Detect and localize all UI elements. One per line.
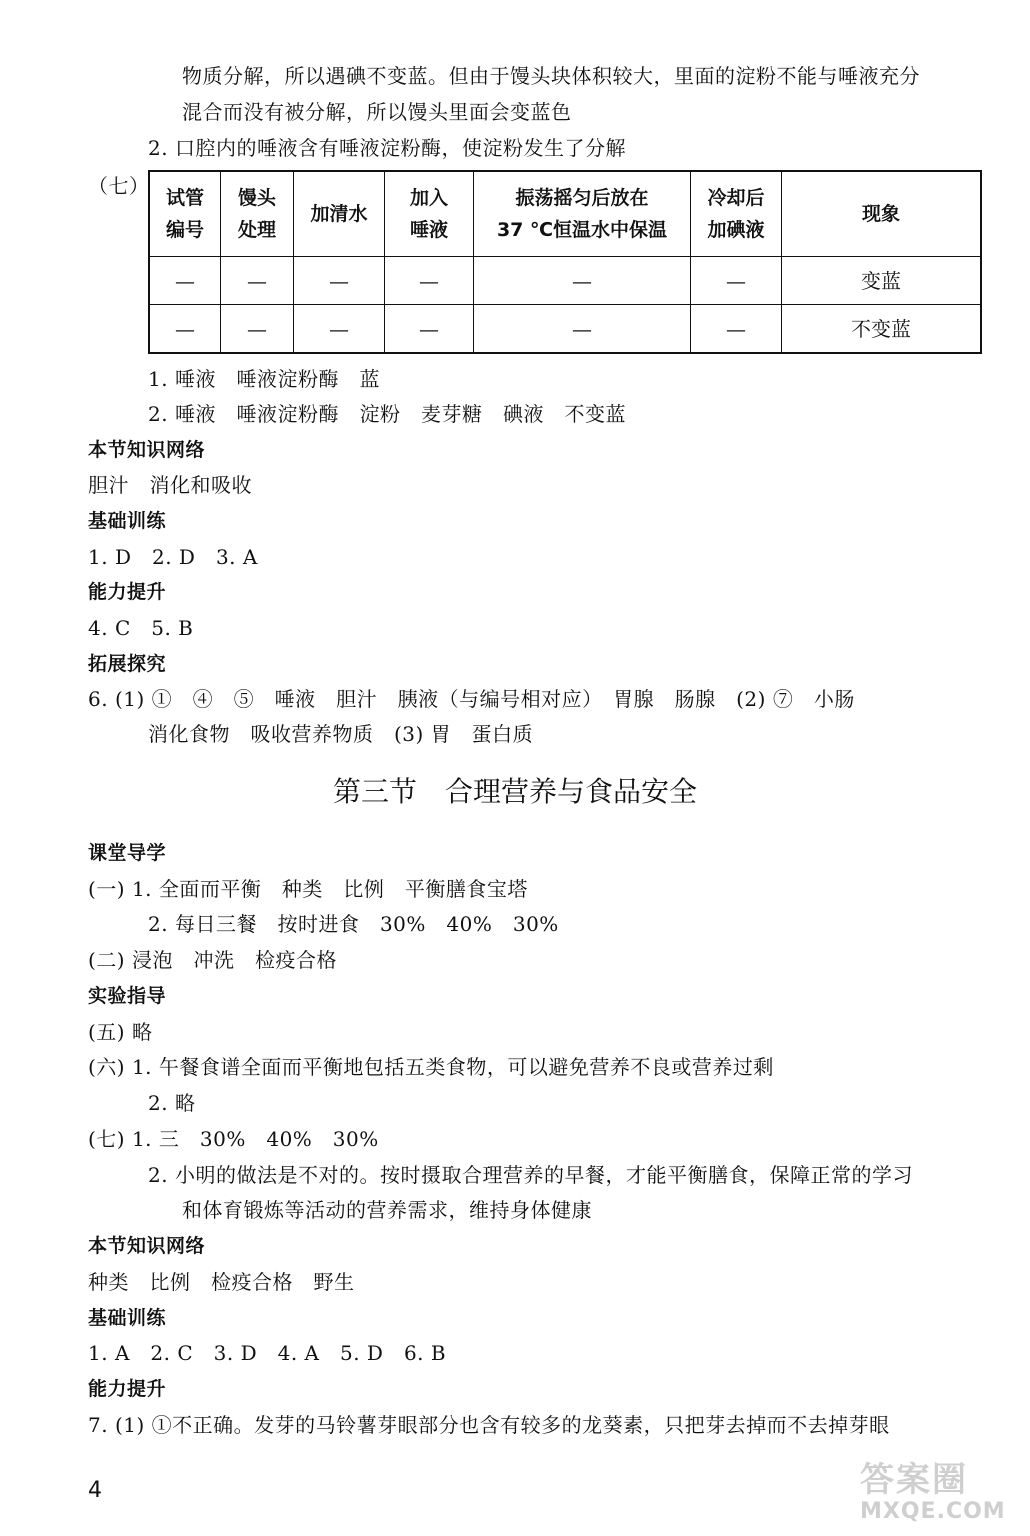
header-bread-treatment: 馒头 处理 (221, 171, 294, 257)
text-line: 混合而没有被分解，所以馒头里面会变蓝色 (182, 100, 572, 124)
header-add-saliva: 加入 唾液 (385, 171, 474, 257)
table-cell: — (221, 257, 294, 305)
table-cell: — (294, 305, 385, 354)
text-line: 2. 口腔内的唾液含有唾液淀粉酶，使淀粉发生了分解 (148, 136, 626, 160)
answer-line: (二) 浸泡 冲洗 检疫合格 (88, 948, 337, 972)
watermark-logo (860, 1460, 1020, 1530)
table-row (149, 257, 981, 305)
answer-line: 2. 小明的做法是不对的。按时摄取合理营养的早餐，才能平衡膳食，保障正常的学习 (148, 1163, 913, 1187)
section-heading: 本节知识网络 (88, 1235, 206, 1257)
answer-line: 1. A 2. C 3. D 4. A 5. D 6. B (88, 1341, 447, 1365)
section-heading: 本节知识网络 (88, 439, 206, 461)
section-heading: 基础训练 (88, 510, 167, 532)
answer-line: 1. 唾液 唾液淀粉酶 蓝 (148, 367, 380, 391)
table-row (149, 305, 981, 354)
answer-line: (五) 略 (88, 1020, 153, 1044)
table-cell: — (221, 305, 294, 354)
section-heading: 能力提升 (88, 581, 167, 603)
answer-line: 4. C 5. B (88, 616, 194, 640)
section-heading: 基础训练 (88, 1307, 167, 1329)
header-add-water: 加清水 (294, 171, 385, 257)
page-number: 4 (88, 1478, 102, 1503)
text-line: 物质分解，所以遇碘不变蓝。但由于馒头块体积较大，里面的淀粉不能与唾液充分 (182, 64, 920, 88)
section-heading: 课堂导学 (88, 842, 167, 864)
answer-line: (七) 1. 三 30% 40% 30% (88, 1127, 379, 1151)
table-header-row (149, 171, 981, 257)
watermark-text: 答案圈 (860, 1460, 968, 1500)
answer-line: 2. 每日三餐 按时进食 30% 40% 30% (148, 912, 559, 936)
answer-line: 2. 唾液 唾液淀粉酶 淀粉 麦芽糖 碘液 不变蓝 (148, 402, 626, 426)
table-cell: — (474, 305, 691, 354)
header-phenomenon: 现象 (782, 171, 982, 257)
header-incubate: 振荡摇匀后放在 37 ℃恒温水中保温 (474, 171, 691, 257)
answer-line: 胆汁 消化和吸收 (88, 473, 252, 497)
table-label: （七） (88, 174, 150, 198)
experiment-table (148, 170, 982, 354)
table-cell: — (474, 257, 691, 305)
answer-line: 7. (1) ①不正确。发芽的马铃薯芽眼部分也含有较多的龙葵素，只把芽去掉而不去掉芽眼 (88, 1413, 890, 1437)
section-heading: 拓展探究 (88, 653, 167, 675)
answer-line: (六) 1. 午餐食谱全面而平衡地包括五类食物，可以避免营养不良或营养过剩 (88, 1055, 774, 1079)
answer-line: (一) 1. 全面而平衡 种类 比例 平衡膳食宝塔 (88, 877, 528, 901)
answer-line: 消化食物 吸收营养物质 (3) 胃 蛋白质 (148, 722, 534, 746)
watermark-url: MXQE.COM (860, 1499, 1006, 1524)
answer-line: 1. D 2. D 3. A (88, 545, 258, 569)
header-tube-number: 试管 编号 (149, 171, 221, 257)
table-cell: — (294, 257, 385, 305)
header-add-iodine: 冷却后 加碘液 (691, 171, 782, 257)
answer-line: 2. 略 (148, 1091, 196, 1115)
table-cell: 变蓝 (782, 257, 982, 305)
table-cell: — (149, 257, 221, 305)
table-cell: — (385, 257, 474, 305)
answer-line: 和体育锻炼等活动的营养需求，维持身体健康 (182, 1198, 592, 1222)
section-title: 第三节 合理营养与食品安全 (332, 775, 697, 808)
section-heading: 实验指导 (88, 985, 167, 1007)
answer-line: 6. (1) ① ④ ⑤ 唾液 胆汁 胰液（与编号相对应） 胃腺 肠腺 (2) ⑦ 小肠 (88, 687, 855, 711)
table-cell: 不变蓝 (782, 305, 982, 354)
answer-line: 种类 比例 检疫合格 野生 (88, 1270, 355, 1294)
table-cell: — (149, 305, 221, 354)
table-cell: — (691, 257, 782, 305)
table-cell: — (385, 305, 474, 354)
table-cell: — (691, 305, 782, 354)
section-heading: 能力提升 (88, 1378, 167, 1400)
